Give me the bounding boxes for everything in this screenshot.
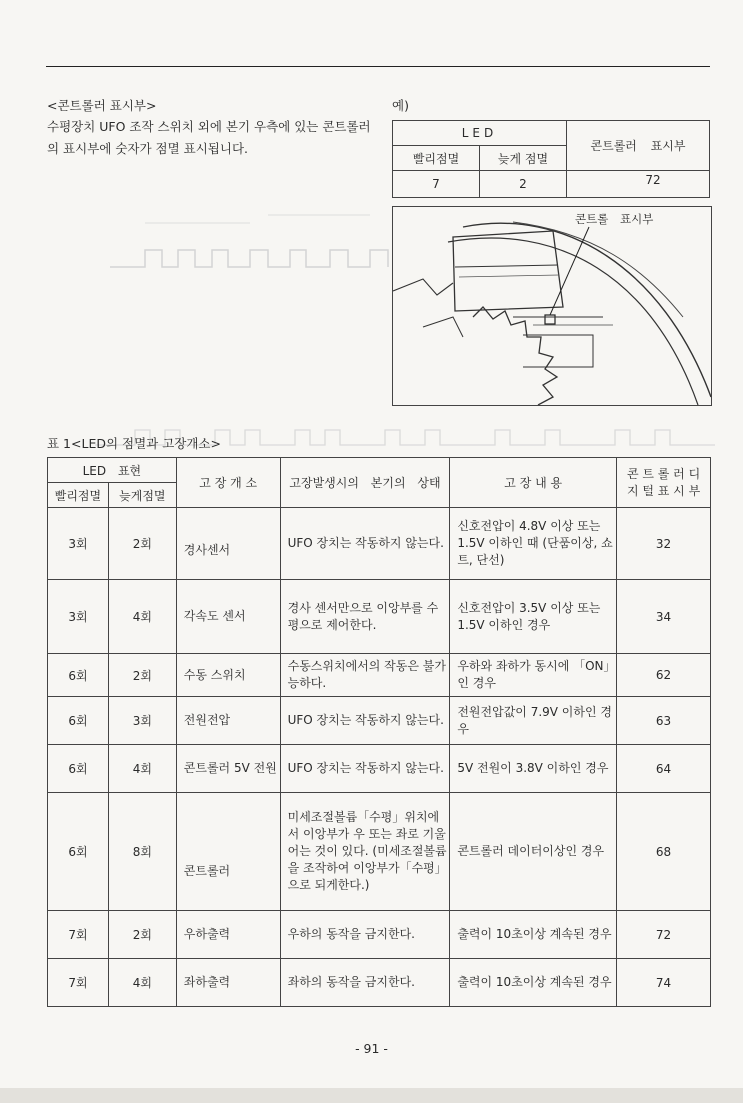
cell-slow: 3회: [108, 697, 176, 745]
cell-location: 수동 스위치: [176, 654, 280, 697]
cell-location: 전원전압: [176, 697, 280, 745]
cell-content: 출력이 10초이상 계속된 경우: [450, 911, 617, 959]
intro-paragraph: 수평장치 UFO 조작 스위치 외에 본기 우측에 있는 콘트롤러의 표시부에 숫자가 점멸 표시됩니다.: [47, 119, 371, 156]
cell-fast: 6회: [48, 793, 109, 911]
cell-state: 경사 센서만으로 이앙부를 수평으로 제어한다.: [280, 580, 450, 654]
cell-fast: 6회: [48, 697, 109, 745]
table-row: [48, 911, 711, 959]
header-fast: 빨리점멸: [48, 483, 109, 508]
cell-slow: 2회: [108, 911, 176, 959]
cell-location: 경사센서: [176, 508, 280, 580]
cell-location: 각속도 센서: [176, 580, 280, 654]
cell-state: 미세조절볼륨「수평」위치에서 이앙부가 우 또는 좌로 기울어는 것이 있다. (미세조절볼륨을 조작하여 이앙부가「수평」으로 되게한다.): [280, 793, 450, 911]
header-led: LED 표현: [48, 458, 177, 483]
example-table: [392, 120, 710, 198]
header-display: 콘 트 롤 러 디 지 털 표 시 부: [617, 458, 711, 508]
figure-label: 콘트롤 표시부: [575, 212, 654, 226]
scan-edge: [0, 1088, 743, 1103]
cell-content: 출력이 10초이상 계속된 경우: [450, 959, 617, 1007]
cell-state: UFO 장치는 작동하지 않는다.: [280, 697, 450, 745]
header-state: 고장발생시의 본기의 상태: [280, 458, 450, 508]
cell-content: 신호전압이 3.5V 이상 또는 1.5V 이하인 경우: [450, 580, 617, 654]
example-label: 예): [392, 98, 409, 113]
cell-content: 우하와 좌하가 동시에 「ON」인 경우: [450, 654, 617, 697]
cell-display: 32: [617, 508, 711, 580]
cell-content: 신호전압이 4.8V 이상 또는 1.5V 이하인 때 (단품이상, 쇼트, 단선): [450, 508, 617, 580]
example-fast-value: 7: [393, 171, 480, 198]
cell-display: 72: [617, 911, 711, 959]
cell-state: 우하의 동작을 금지한다.: [280, 911, 450, 959]
cell-display: 74: [617, 959, 711, 1007]
header-location: 고 장 개 소: [176, 458, 280, 508]
cell-state: UFO 장치는 작동하지 않는다.: [280, 745, 450, 793]
cell-slow: 2회: [108, 654, 176, 697]
bleed-through-waveform: [100, 205, 400, 285]
top-rule: [46, 66, 710, 67]
cell-fast: 6회: [48, 745, 109, 793]
table-row: [48, 959, 711, 1007]
cell-state: UFO 장치는 작동하지 않는다.: [280, 508, 450, 580]
table-row: [48, 508, 711, 580]
cell-fast: 7회: [48, 959, 109, 1007]
cell-state: 좌하의 동작을 금지한다.: [280, 959, 450, 1007]
cell-fast: 3회: [48, 508, 109, 580]
cell-slow: 2회: [108, 508, 176, 580]
example-led-header: LED: [393, 121, 567, 146]
cell-slow: 4회: [108, 745, 176, 793]
table-row: [48, 654, 711, 697]
table-row: [48, 580, 711, 654]
example-display-header: 콘트롤러 표시부: [567, 121, 710, 171]
table-caption: 표 1<LED의 점멸과 고장개소>: [47, 436, 221, 451]
cell-location: 콘트롤러 5V 전원: [176, 745, 280, 793]
header-slow: 늦게점멸: [108, 483, 176, 508]
cell-location: 콘트롤러: [176, 793, 280, 911]
controller-drawing: [393, 207, 711, 405]
section-title: <콘트롤러 표시부>: [47, 98, 157, 113]
fault-table: [47, 457, 711, 1007]
cell-fast: 3회: [48, 580, 109, 654]
example-slow-value: 2: [480, 171, 567, 198]
example-slow-header: 늦게 점멸: [480, 146, 567, 171]
cell-location: 좌하출력: [176, 959, 280, 1007]
cell-fast: 7회: [48, 911, 109, 959]
cell-slow: 8회: [108, 793, 176, 911]
table-row: [48, 745, 711, 793]
controller-figure: [392, 206, 712, 406]
cell-display: 34: [617, 580, 711, 654]
example-display-value: 72: [567, 171, 710, 198]
cell-content: 콘트롤러 데이터이상인 경우: [450, 793, 617, 911]
cell-display: 63: [617, 697, 711, 745]
cell-fast: 6회: [48, 654, 109, 697]
example-fast-header: 빨리점멸: [393, 146, 480, 171]
cell-content: 5V 전원이 3.8V 이하인 경우: [450, 745, 617, 793]
cell-state: 수동스위치에서의 작동은 불가능하다.: [280, 654, 450, 697]
table-row: [48, 697, 711, 745]
page-number: - 91 -: [355, 1041, 388, 1056]
cell-content: 전원전압값이 7.9V 이하인 경우: [450, 697, 617, 745]
cell-slow: 4회: [108, 959, 176, 1007]
cell-display: 68: [617, 793, 711, 911]
cell-slow: 4회: [108, 580, 176, 654]
cell-location: 우하출력: [176, 911, 280, 959]
cell-display: 62: [617, 654, 711, 697]
cell-display: 64: [617, 745, 711, 793]
table-row: [48, 793, 711, 911]
header-content: 고 장 내 용: [450, 458, 617, 508]
